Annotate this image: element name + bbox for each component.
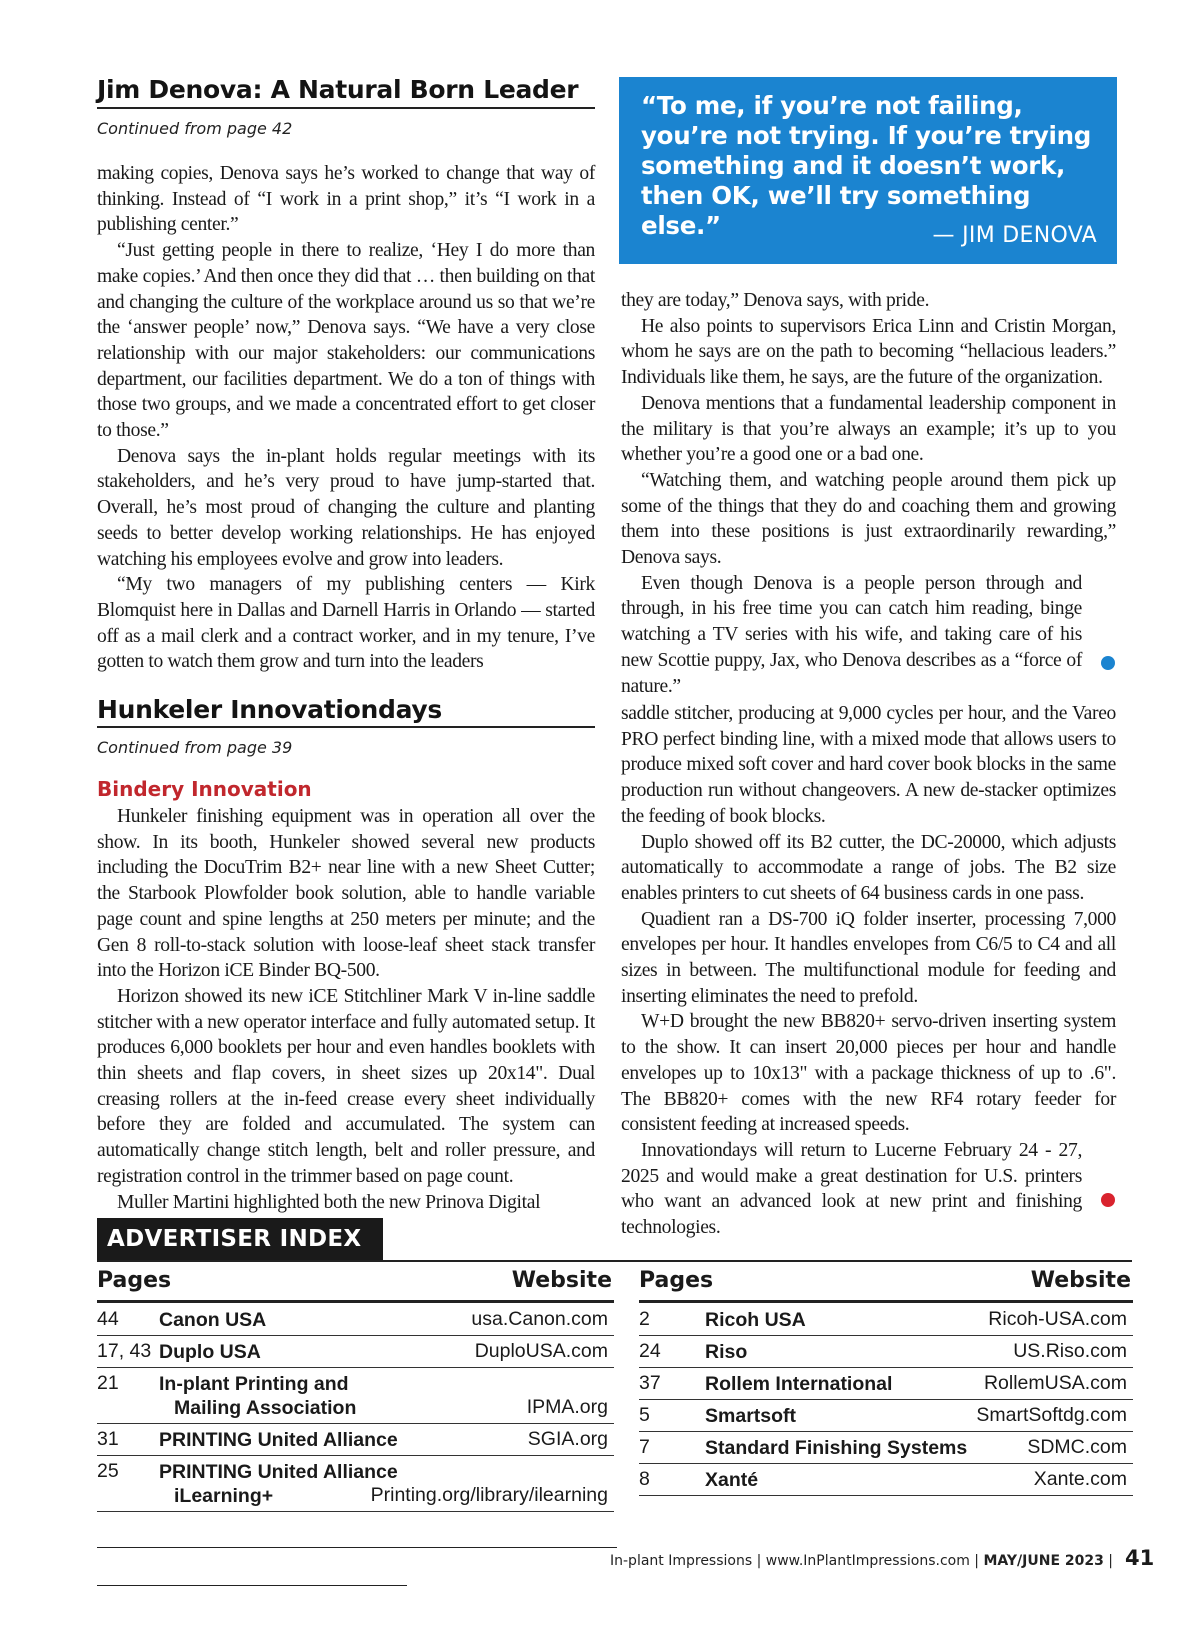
page-number: 41	[1125, 1546, 1155, 1570]
pull-quote-attribution: — JIM DENOVA	[932, 223, 1097, 248]
article-title-hunkeler: Hunkeler Innovationdays	[97, 695, 442, 724]
column-header-website: Website	[511, 1268, 612, 1293]
row-pages: 7	[639, 1436, 650, 1458]
column-header-pages: Pages	[639, 1268, 714, 1293]
paragraph: Innovationdays will return to Lucerne February 24 - 27, 2025 and would make a great destination for U.S. printers who want an advanced look at new print and finishing technologies.	[621, 1139, 1082, 1239]
table-row	[97, 1424, 614, 1456]
header-rule	[639, 1300, 1133, 1303]
paragraph: Quadient ran a DS-700 iQ folder inserter, processing 7,000 envelopes per hour. It handles envelopes from C6/5 to C4 and all sizes in between. The multifunctional module for feeding and inserting eliminates the need to prefold.	[621, 908, 1116, 1007]
footer-url[interactable]: www.InPlantImpressions.com	[765, 1553, 970, 1569]
footer-rule-short	[97, 1585, 407, 1586]
row-advertiser	[159, 1340, 261, 1364]
table-row	[97, 1304, 614, 1336]
table-row	[639, 1304, 1133, 1336]
row-advertiser	[705, 1308, 806, 1332]
row-advertiser	[705, 1436, 967, 1460]
advertiser-name: Smartsoft	[705, 1405, 797, 1427]
row-pages: 25	[97, 1460, 119, 1482]
advertiser-name: Rollem International	[705, 1373, 893, 1395]
row-advertiser	[705, 1468, 758, 1492]
paragraph: saddle stitcher, producing at 9,000 cycles per hour, and the Vareo PRO perfect binding line, with a mixed mode that allows users to produce mixed soft cover and hard cover book blocks in the same production run without changeovers. A new de-stacker optimizes the feeding of book blocks.	[621, 703, 1116, 827]
row-advertiser	[159, 1308, 266, 1332]
row-website[interactable]: RollemUSA.com	[983, 1372, 1127, 1394]
footer-issue: MAY/JUNE 2023	[983, 1553, 1104, 1569]
table-row	[639, 1464, 1133, 1496]
paragraph: He also points to supervisors Erica Linn and Cristin Morgan, whom he says are on the path to becoming “hellacious leaders.” Individuals like them, he says, are the future of the organization.	[621, 315, 1116, 389]
continued-note: Continued from page 42	[97, 119, 293, 138]
table-row	[639, 1400, 1133, 1432]
article-title-denova: Jim Denova: A Natural Born Leader	[97, 75, 579, 104]
article1-right-column	[621, 288, 1116, 699]
advertiser-name: Riso	[705, 1341, 748, 1363]
advertiser-table-right	[639, 1268, 1133, 1528]
row-advertiser	[159, 1460, 398, 1508]
advertiser-name: PRINTING United Alliance	[159, 1429, 398, 1451]
row-pages: 44	[97, 1308, 119, 1330]
table-row	[97, 1456, 614, 1512]
end-mark-icon	[1101, 1193, 1115, 1207]
advertiser-name: Standard Finishing Systems	[705, 1437, 968, 1459]
row-website[interactable]: usa.Canon.com	[471, 1308, 608, 1330]
title-rule	[97, 107, 595, 109]
row-advertiser	[705, 1372, 892, 1396]
row-website[interactable]: SmartSoftdg.com	[976, 1404, 1127, 1426]
paragraph: “Just getting people in there to realize, ‘Hey I do more than make copies.’ And then once they did that … then building on that and changing the culture of the workplace around us so that we’re the ‘answer people’ now,” Denova says. “We have a very close relationship with our major stakeholders: our communications department, our facilities department. We do a ton of things with those two groups, and we made a concentrated effort to get closer to those.”	[97, 240, 595, 442]
row-pages: 5	[639, 1404, 650, 1426]
row-advertiser	[705, 1404, 796, 1428]
row-pages: 24	[639, 1340, 661, 1362]
pull-quote-text: “To me, if you’re not failing, you’re not trying. If you’re trying something and it doesn’t work, then OK, we’ll try something else.”	[641, 91, 1091, 240]
header-rule	[97, 1300, 614, 1303]
advertiser-name: Canon USA	[159, 1309, 267, 1331]
table-row	[639, 1368, 1133, 1400]
footer-publication: In-plant Impressions	[610, 1553, 753, 1569]
row-website[interactable]: IPMA.org	[526, 1396, 608, 1418]
row-pages: 37	[639, 1372, 661, 1394]
paragraph: Duplo showed off its B2 cutter, the DC-20000, which adjusts automatically to accommodate a range of jobs. The B2 size enables printers to cut sheets of 64 business cards in one pass.	[621, 831, 1116, 904]
paragraph: they are today,” Denova says, with pride.	[621, 290, 930, 311]
article1-left-column	[97, 161, 595, 675]
pull-quote	[619, 77, 1117, 264]
row-advertiser	[705, 1340, 747, 1364]
paragraph: Denova mentions that a fundamental leadership component in the military is that you’re always an example; it’s up to you whether you’re a good one or a bad one.	[621, 392, 1116, 466]
paragraph: Even though Denova is a people person through and through, in his free time you can catch him reading, binge watching a TV series with his wife, and taking care of his new Scottie puppy, Jax, who Denova describes as a “force of nature.”	[621, 572, 1082, 697]
paragraph: “Watching them, and watching people around them pick up some of the things that they do and coaching them and growing them into these positions is just extraordinarily rewarding,” Denova says.	[621, 469, 1116, 569]
paragraph: Horizon showed its new iCE Stitchliner Mark V in-line saddle stitcher with a new operator interface and fully automated setup. It produces 6,000 booklets per hour and even handles booklets with thin sheets and flap covers, in sheet sizes up 20x14". Dual creasing rollers at the in-feed crease every sheet individually before they are folded and accumulated. The system can automatically change stitch length, belt and roller pressure, and registration control in the trimmer based on page count.	[97, 985, 595, 1187]
paragraph: Muller Martini highlighted both the new Prinova Digital	[117, 1191, 541, 1213]
advertiser-name: Ricoh USA	[705, 1309, 806, 1331]
advertiser-name-line2: Mailing Association	[174, 1397, 357, 1419]
advertiser-table-left	[97, 1268, 614, 1528]
advertiser-name: Xanté	[705, 1469, 759, 1491]
paragraph: W+D brought the new BB820+ servo-driven inserting system to the show. It can insert 20,000 pieces per hour and handle envelopes up to 10x13" with a package thickness of up to .6". The BB820+ comes with the new RF4 rotary feeder for consistent feeding at increased speeds.	[621, 1011, 1116, 1136]
footer-text: In-plant Impressions | www.InPlantImpressions.com | MAY/JUNE 2023 |	[610, 1553, 1114, 1569]
advertiser-name: Duplo USA	[159, 1341, 261, 1363]
paragraph: “My two managers of my publishing centers — Kirk Blomquist here in Dallas and Darnell Harris in Orlando — started off as a mail clerk and a contract worker, and in my tenure, I’ve gotten to watch them grow and turn into the leaders	[97, 574, 595, 673]
index-top-rule	[97, 1260, 1132, 1262]
paragraph: Denova says the in-plant holds regular meetings with its stakeholders, and he’s very proud to have jump-started that. Overall, he’s most proud of changing the culture and planting seeds to better develop working relationships. He has enjoyed watching his employees evolve and grow into leaders.	[97, 445, 595, 570]
row-website[interactable]: Ricoh-USA.com	[988, 1308, 1127, 1330]
row-pages: 31	[97, 1428, 119, 1450]
table-row	[639, 1432, 1133, 1464]
table-row	[97, 1336, 614, 1368]
row-advertiser	[159, 1372, 356, 1420]
row-website[interactable]: Xante.com	[1033, 1468, 1127, 1490]
column-header-pages: Pages	[97, 1268, 172, 1293]
title-rule	[97, 726, 595, 728]
subheading: Bindery Innovation	[97, 777, 312, 801]
table-row	[97, 1368, 614, 1424]
row-pages: 8	[639, 1468, 650, 1490]
column-header-website: Website	[1030, 1268, 1131, 1293]
article2-left-column	[97, 804, 595, 1215]
table-row	[639, 1336, 1133, 1368]
end-mark-icon	[1101, 656, 1115, 670]
row-pages: 2	[639, 1308, 650, 1330]
row-website[interactable]: DuploUSA.com	[474, 1340, 608, 1362]
article2-right-column	[621, 701, 1116, 1241]
paragraph: Hunkeler finishing equipment was in operation all over the show. In its booth, Hunkeler showed several new products including the DocuTrim B2+ near line with a new Sheet Cutter; the Starbook Plowfolder book solution, able to handle variable page count and spine lengths at 250 meters per minute; and the Gen 8 roll-to-stack solution with loose-leaf sheet stack transfer into the Horizon iCE Binder BQ-500.	[97, 806, 595, 982]
advertiser-name: PRINTING United Alliance	[159, 1461, 398, 1483]
advertiser-name-line2: iLearning+	[174, 1485, 274, 1507]
advertiser-index-title: ADVERTISER INDEX	[97, 1218, 383, 1261]
row-website[interactable]: SGIA.org	[527, 1428, 608, 1450]
row-pages: 17, 43	[97, 1340, 152, 1362]
row-advertiser	[159, 1428, 398, 1452]
advertiser-name: In-plant Printing and	[159, 1373, 349, 1395]
footer-rule	[97, 1547, 617, 1548]
row-website[interactable]: Printing.org/library/ilearning	[370, 1484, 608, 1506]
row-website[interactable]: US.Riso.com	[1013, 1340, 1127, 1362]
row-pages: 21	[97, 1372, 119, 1394]
row-website[interactable]: SDMC.com	[1027, 1436, 1127, 1458]
continued-note: Continued from page 39	[97, 738, 293, 757]
paragraph: making copies, Denova says he’s worked to change that way of thinking. Instead of “I work in a print shop,” it’s “I work in a publishing center.”	[97, 163, 595, 236]
